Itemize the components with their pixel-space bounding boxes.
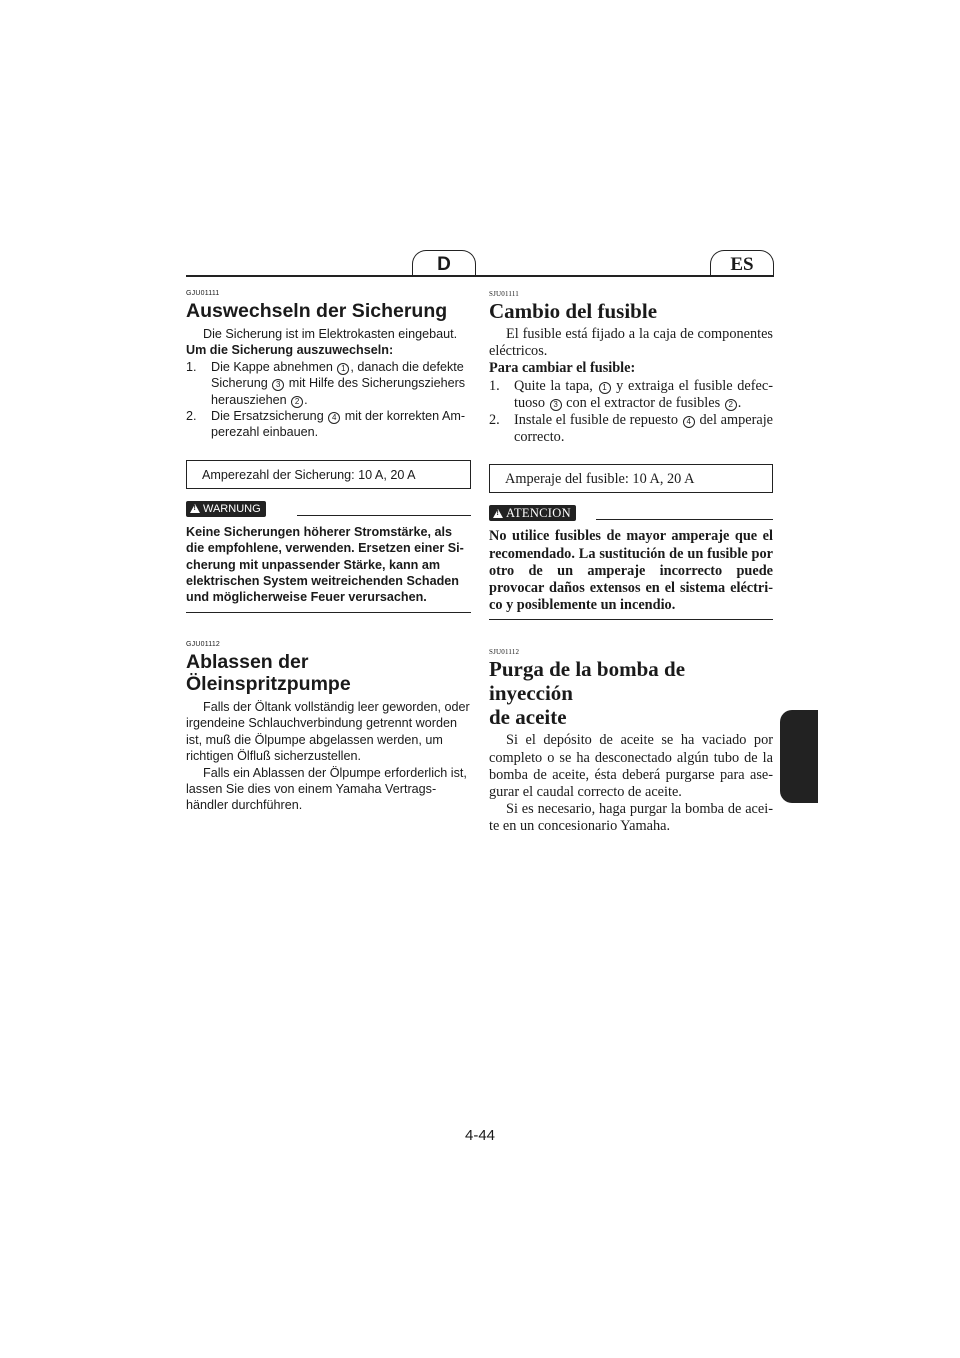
steps-list: [186, 359, 471, 441]
callout-number: 4: [328, 412, 340, 424]
warning-header: [489, 505, 773, 523]
paragraph: Falls der Öltank vollständig leer geworden, oder irgendeine Schlauchverbindung getrennt worden ist, muß die Ölpumpe abgelassen werden, um richtigen Ölfluß sicherzustellen.: [186, 699, 470, 764]
intro-paragraph: Die Sicherung ist im Elektrokasten eingebaut.: [203, 327, 458, 341]
language-tab-german: D: [412, 250, 476, 277]
subheading: Um die Sicherung auszuwechseln:: [186, 343, 394, 358]
language-tab-spanish: ES: [710, 250, 774, 277]
warning-rule: [297, 515, 471, 516]
callout-number: 3: [550, 399, 562, 411]
column-spanish: [489, 289, 773, 836]
list-item: 1. Die Kappe abnehmen 1 , danach die defekte Sicherung 3 mit Hilfe des Sicherungsziehers herausziehen 2 .: [186, 359, 466, 407]
paragraph: Si es necesario, haga purgar la bomba de aceite en un concesionario Yamaha.: [489, 801, 773, 835]
paragraph: Si el depósito de aceite se ha vaciado por completo o se ha desconectado algún tubo de la bomba de aceite, ésta deberá purgarse para asegurar el caudal correcto de aceite.: [489, 732, 773, 801]
spec-box: Amperaje del fusible: 10 A, 20 A: [489, 464, 773, 493]
section-title: Ablassen der Öleinspritzpumpe: [186, 650, 351, 695]
callout-number: 2: [725, 399, 737, 411]
section-title-continued: de aceite: [489, 705, 567, 730]
warning-rule: [596, 519, 773, 520]
section-code: SJU01111: [489, 290, 519, 298]
warning-text: Keine Sicherungen höherer Stromstärke, als die empfohlene, verwenden. Ersetzen einer Sicherung mit unpassender Stärke, kann am elektrischen System weitreichenden Schaden und möglicherweise Feuer verursachen.: [186, 524, 464, 605]
section-title: Purga de la bomba de inyección: [489, 657, 686, 706]
warning-header: [186, 501, 471, 519]
section-code: GJU01111: [186, 290, 220, 297]
section-code: SJU01112: [489, 648, 520, 657]
column-german: [186, 289, 471, 814]
page-number: 4-44: [464, 1127, 496, 1144]
paragraph: Falls ein Ablassen der Ölpumpe erforderlich ist, lassen Sie dies von einem Yamaha Vertragshändler durchführen.: [186, 765, 467, 813]
chapter-tab-marker: [780, 710, 818, 803]
callout-number: 4: [683, 416, 695, 428]
list-item: 2. Die Ersatzsicherung 4 mit der korrekten Amperezahl einbauen.: [186, 409, 466, 440]
callout-number: 2: [291, 396, 303, 408]
warning-text: No utilice fusibles de mayor amperaje que el recomendado. La sustitución de un fusible por otro de un amperaje incorrecto puede provocar daños extensos en el sistema eléctrico y posiblemente un incendio.: [489, 528, 773, 614]
callout-number: 1: [337, 363, 349, 375]
header-rule: [186, 275, 773, 277]
steps-list: [489, 378, 773, 447]
section-title: Cambio del fusible: [489, 299, 658, 323]
intro-paragraph: El fusible está fijado a la caja de componentes eléctricos.: [489, 326, 773, 360]
section-code: GJU01112: [186, 640, 221, 648]
warning-label: !WARNUNG: [186, 501, 266, 517]
list-item: 2. Instale el fusible de repuesto 4 del amperaje correcto.: [489, 412, 774, 446]
callout-number: 3: [272, 379, 284, 391]
section-title: Auswechseln der Sicherung: [186, 300, 448, 322]
warning-label: !ATENCION: [489, 505, 576, 521]
callout-number: 1: [599, 382, 611, 394]
warning-icon: [190, 504, 200, 513]
spec-box: Amperezahl der Sicherung: 10 A, 20 A: [186, 460, 471, 489]
warning-icon: [493, 509, 503, 518]
subheading: Para cambiar el fusible:: [489, 360, 636, 377]
list-item: 1. Quite la tapa, 1 y extraiga el fusible defectuoso 3 con el extractor de fusibles 2 .: [489, 377, 773, 411]
